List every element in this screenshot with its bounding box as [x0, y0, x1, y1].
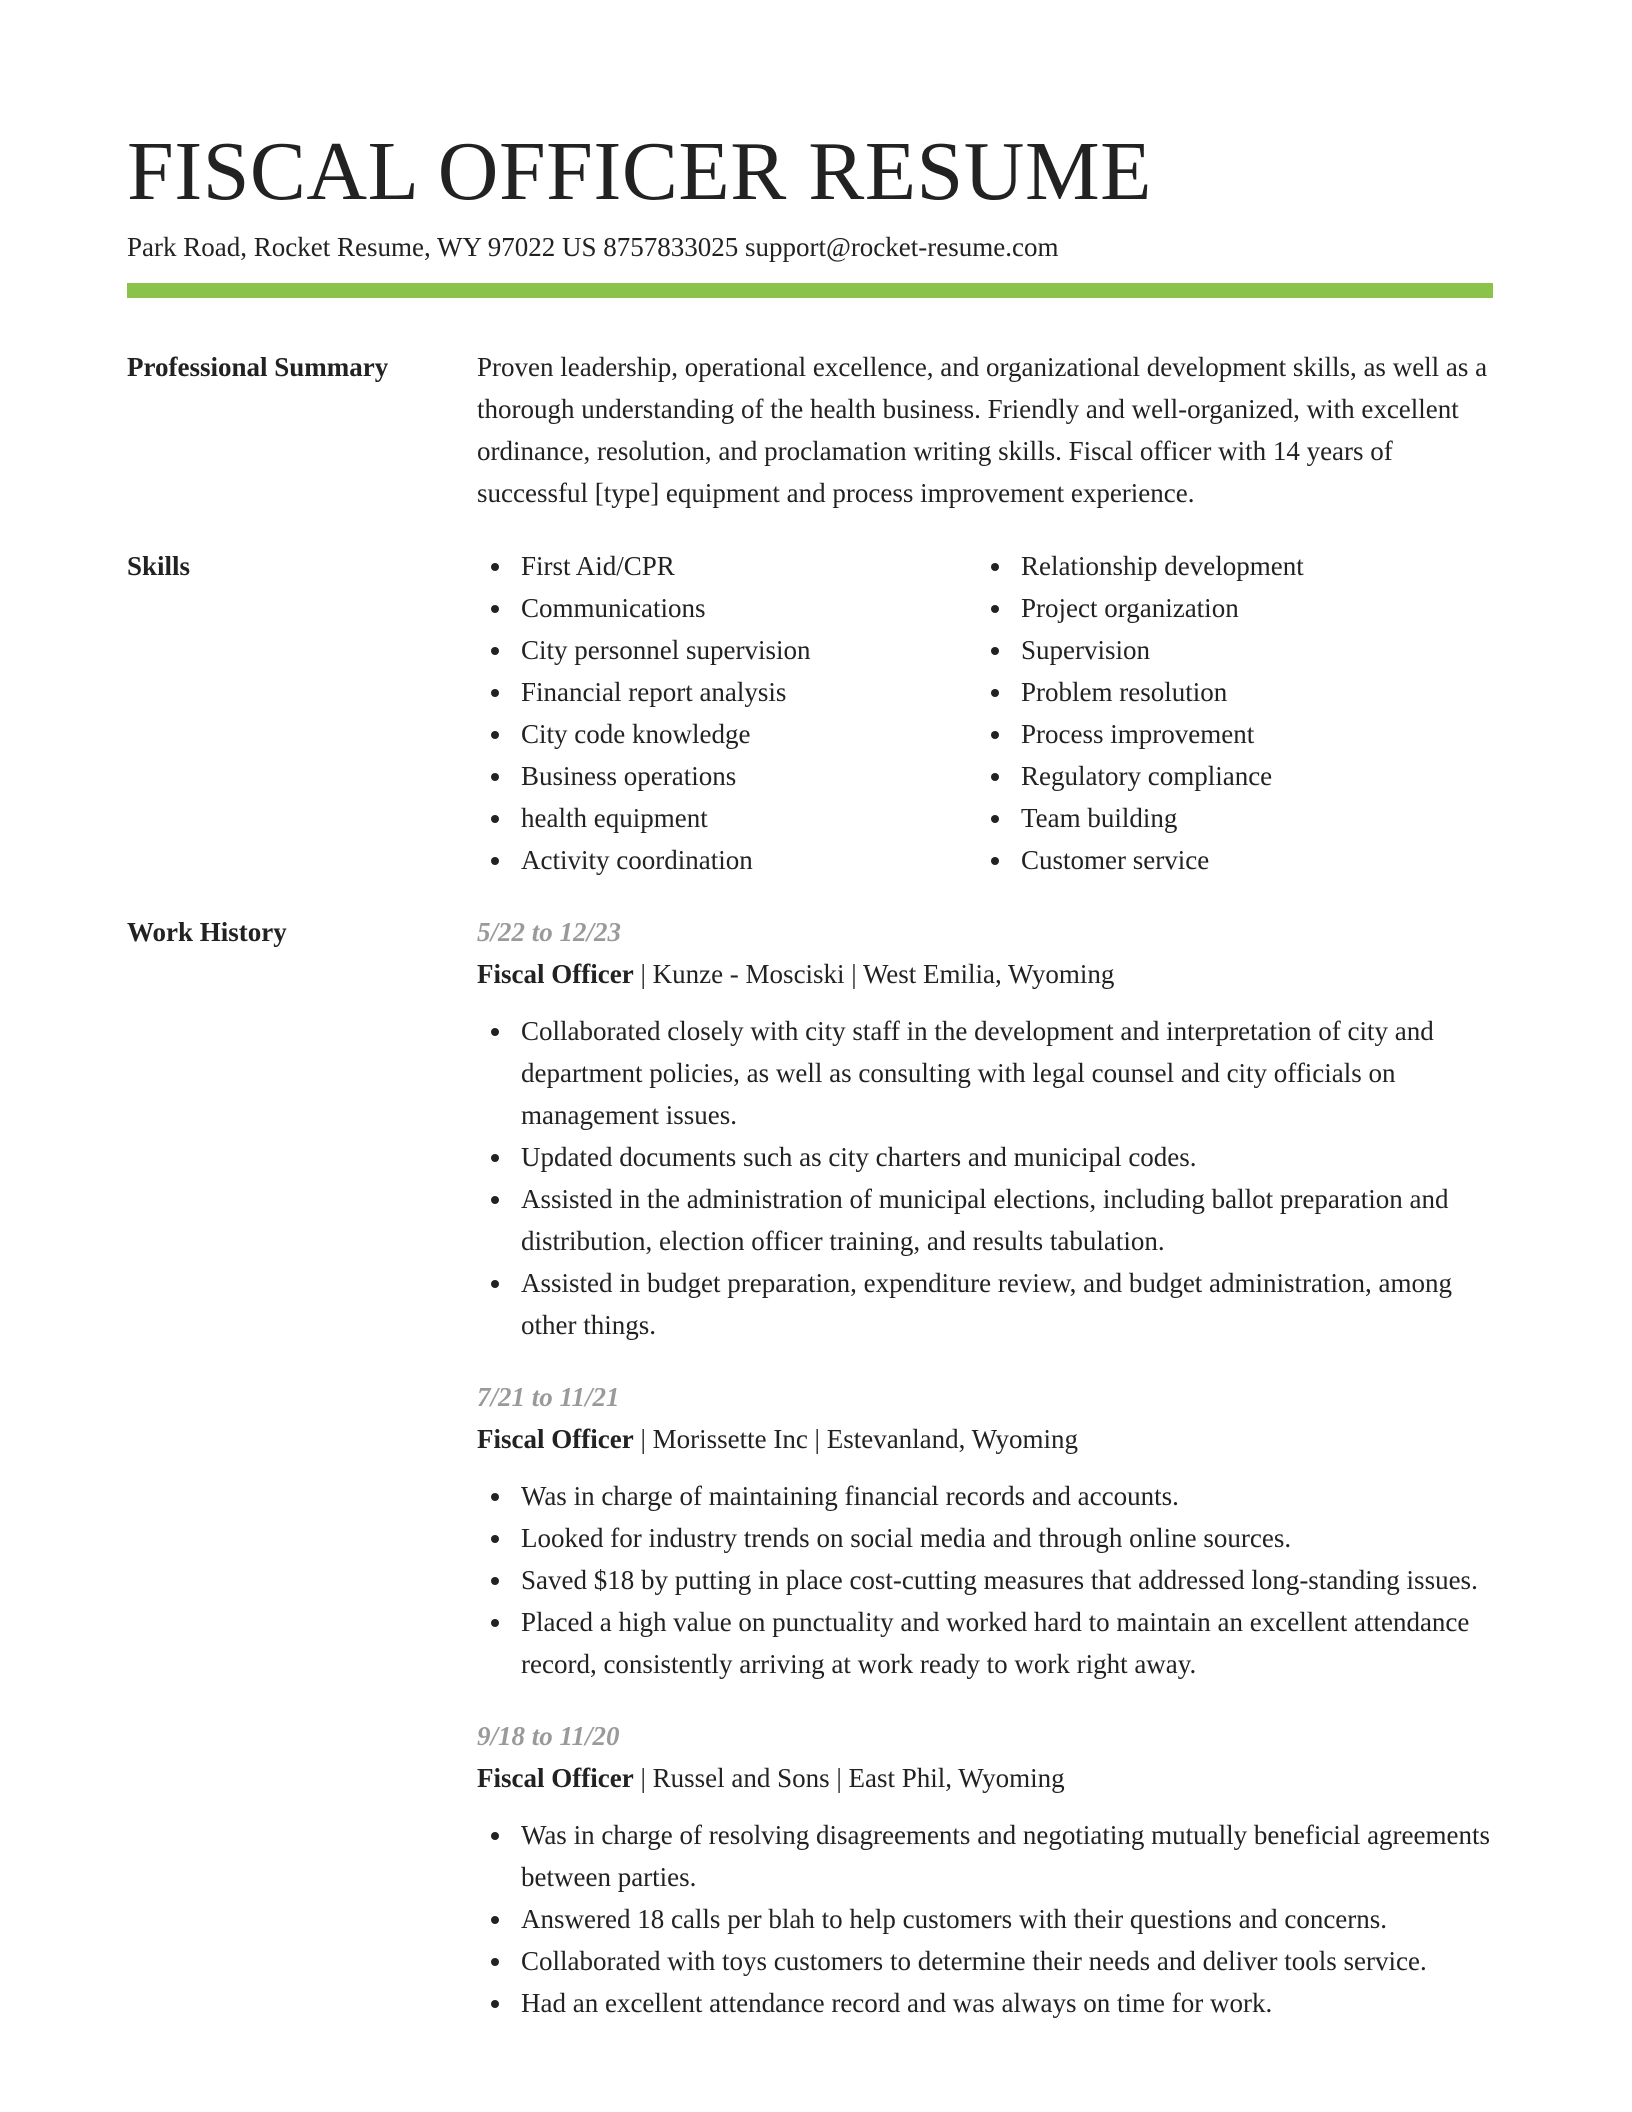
work-history-heading: Work History — [127, 917, 287, 947]
skill-item: Problem resolution — [977, 671, 1493, 713]
job-title: Fiscal Officer — [477, 1763, 634, 1793]
skill-item: City code knowledge — [477, 713, 977, 755]
summary-section — [477, 346, 1493, 514]
skill-item: Communications — [477, 587, 977, 629]
skill-item: Activity coordination — [477, 839, 977, 881]
job-title: Fiscal Officer — [477, 1424, 634, 1454]
skill-item: Regulatory compliance — [977, 755, 1493, 797]
skill-item: Project organization — [977, 587, 1493, 629]
job-bullet: Placed a high value on punctuality and worked hard to maintain an excellent attendance record, consistently arriving at work ready to work right away. — [477, 1601, 1493, 1685]
job-responsibilities — [477, 1010, 1493, 1346]
job-bullet: Updated documents such as city charters and municipal codes. — [477, 1136, 1493, 1178]
job-dates: 9/18 to 11/20 — [477, 1721, 620, 1751]
job-entry — [477, 1715, 1493, 2024]
resume-title: FISCAL OFFICER RESUME — [127, 125, 1152, 218]
skill-item: Process improvement — [977, 713, 1493, 755]
job-bullet: Collaborated with toys customers to determine their needs and deliver tools service. — [477, 1940, 1493, 1982]
skill-item: Business operations — [477, 755, 977, 797]
skills-list-right — [977, 545, 1493, 881]
skill-item: Financial report analysis — [477, 671, 977, 713]
skill-item: Relationship development — [977, 545, 1493, 587]
skill-item: health equipment — [477, 797, 977, 839]
job-dates: 7/21 to 11/21 — [477, 1382, 620, 1412]
skill-item: Supervision — [977, 629, 1493, 671]
job-bullet: Saved $18 by putting in place cost-cutting measures that addressed long-standing issues. — [477, 1559, 1493, 1601]
skills-section — [477, 545, 1493, 881]
job-heading — [477, 953, 1493, 995]
header-divider — [127, 283, 1493, 298]
job-entry — [477, 911, 1493, 1346]
job-bullet: Collaborated closely with city staff in the development and interpretation of city and department policies, as well as consulting with legal counsel and city officials on management issues. — [477, 1010, 1493, 1136]
job-dates: 5/22 to 12/23 — [477, 917, 622, 947]
skill-item: Team building — [977, 797, 1493, 839]
job-heading — [477, 1757, 1493, 1799]
contact-info: Park Road, Rocket Resume, WY 97022 US 8757833025 support@rocket-resume.com — [127, 232, 1059, 262]
job-bullet: Had an excellent attendance record and was always on time for work. — [477, 1982, 1493, 2024]
summary-heading: Professional Summary — [127, 352, 389, 382]
skill-item: Customer service — [977, 839, 1493, 881]
job-company-location: | Kunze - Mosciski | West Emilia, Wyoming — [633, 959, 1115, 989]
job-heading — [477, 1418, 1493, 1460]
summary-text: Proven leadership, operational excellence, and organizational development skills, as well as a thorough understanding of the health business. Friendly and well-organized, with excellent ordinance, resolution, and proclamation writing skills. Fiscal officer with 14 years of successful [type] equipment and process improvement experience. — [477, 352, 1488, 508]
job-bullet: Assisted in budget preparation, expenditure review, and budget administration, among other things. — [477, 1262, 1493, 1346]
job-bullet: Was in charge of resolving disagreements and negotiating mutually beneficial agreements between parties. — [477, 1814, 1493, 1898]
job-responsibilities — [477, 1814, 1493, 2024]
skill-item: First Aid/CPR — [477, 545, 977, 587]
job-company-location: | Morissette Inc | Estevanland, Wyoming — [633, 1424, 1079, 1454]
job-company-location: | Russel and Sons | East Phil, Wyoming — [633, 1763, 1065, 1793]
job-entry — [477, 1376, 1493, 1685]
job-bullet: Looked for industry trends on social media and through online sources. — [477, 1517, 1493, 1559]
skills-list-left — [477, 545, 977, 881]
job-bullet: Was in charge of maintaining financial records and accounts. — [477, 1475, 1493, 1517]
job-responsibilities — [477, 1475, 1493, 1685]
job-bullet: Answered 18 calls per blah to help customers with their questions and concerns. — [477, 1898, 1493, 1940]
skill-item: City personnel supervision — [477, 629, 977, 671]
work-history-section — [477, 911, 1493, 2054]
skills-heading: Skills — [127, 551, 191, 581]
job-title: Fiscal Officer — [477, 959, 634, 989]
job-bullet: Assisted in the administration of municipal elections, including ballot preparation and distribution, election officer training, and results tabulation. — [477, 1178, 1493, 1262]
